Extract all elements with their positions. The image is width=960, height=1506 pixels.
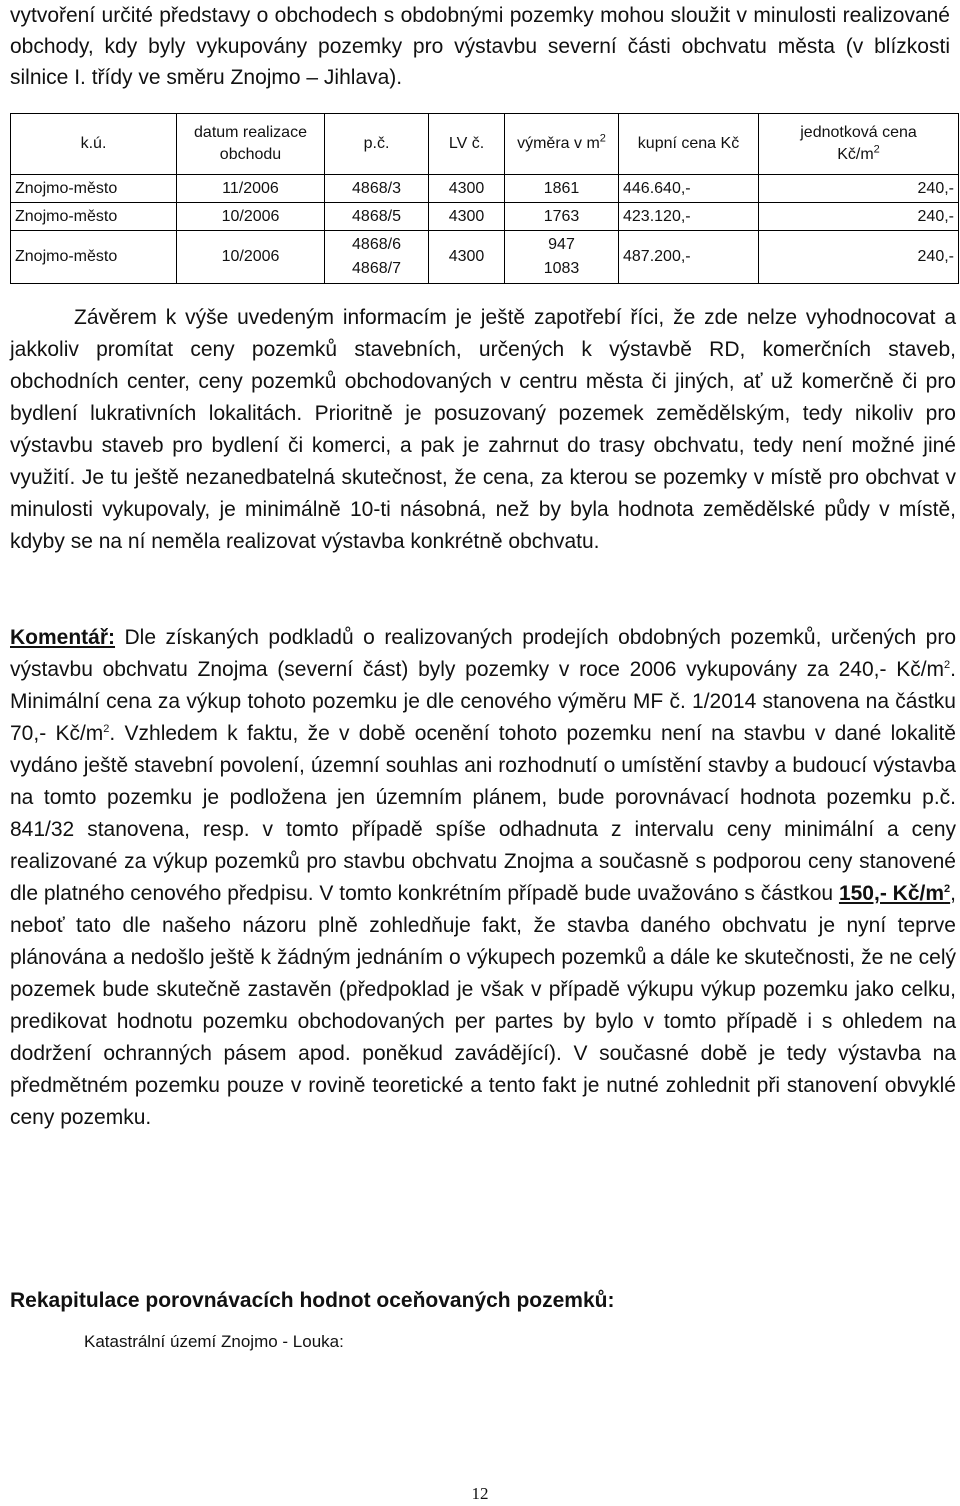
recap-subheading: Katastrální území Znojmo - Louka:: [84, 1332, 344, 1351]
conclusion-paragraph: Závěrem k výše uvedeným informacím je ještě zapotřebí říci, že zde nelze vyhodnocovat a jakkoliv promítat ceny pozemků stavebních, určených k výstavbě RD, komerčních staveb, obchodních center, ceny pozemků obchodovaných v centru města či jiných, ať už komerčně či pro bydlení lukrativních lokalitách. Prioritně je posuzovaný pozemek zemědělským, tedy nikoliv pro výstavbu staveb pro bydlení či komerci, a pak je zahrnut do trasy obchvatu, tedy není možné jiné využití. Je tu ještě nezanedbatelná skutečnost, že cena, za kterou se pozemky v místě pro obchvat v minulosti vykupovaly, je minimálně 10-ti násobná, než by byla hodnota zemědělské půdy v místě, kdyby se na ní neměla realizovat výstavba konkrétně obchvatu.: [10, 306, 956, 553]
cell-kupni: 487.200,-: [619, 231, 759, 284]
cell-jednotkova: 240,-: [759, 203, 959, 231]
table-row: [11, 203, 959, 231]
header-pc: p.č.: [325, 114, 429, 175]
cell-datum: 10/2006: [177, 231, 325, 284]
intro-paragraph: vytvoření určité představy o obchodech s obdobnými pozemky mohou sloužit v minulosti realizované obchody, kdy byly vykupovány pozemky pro výstavbu severní části obchvatu města (v blízkosti silnice I. třídy ve směru Znojmo – Jihlava).: [10, 4, 950, 89]
cell-ku: Znojmo-město: [11, 231, 177, 284]
cell-vymera: 1861: [505, 175, 619, 203]
cell-kupni: 423.120,-: [619, 203, 759, 231]
cell-datum: 10/2006: [177, 203, 325, 231]
table-row: [11, 175, 959, 203]
cell-datum: 11/2006: [177, 175, 325, 203]
header-jednotkova-cena: jednotková cena $Kč/m^2$: [759, 114, 959, 175]
table-row: [11, 231, 959, 284]
header-lv: LV č.: [429, 114, 505, 175]
cell-pc: 4868/6 4868/7: [325, 231, 429, 284]
cell-jednotkova: 240,-: [759, 231, 959, 284]
header-vymera: výměra v $m^2$: [505, 114, 619, 175]
header-datum: datum realizace obchodu: [177, 114, 325, 175]
comparable-deals-table: [10, 113, 959, 284]
cell-lv: 4300: [429, 231, 505, 284]
header-kupni-cena: kupní cena Kč: [619, 114, 759, 175]
table-header-row: [11, 114, 959, 175]
cell-kupni: 446.640,-: [619, 175, 759, 203]
cell-vymera: 947 1083: [505, 231, 619, 284]
cell-jednotkova: 240,-: [759, 175, 959, 203]
cell-ku: Znojmo-město: [11, 203, 177, 231]
cell-vymera: 1763: [505, 203, 619, 231]
page-number: 12: [471, 1484, 489, 1503]
highlighted-price: 150,- $Kč/m^2$: [838, 882, 951, 905]
comment-paragraph: Komentář: Dle získaných podkladů o realizovaných prodejích obdobných pozemků, určených pro výstavbu obchvatu Znojma (severní část) byly pozemky v roce 2006 vykupovány za 240,- $Kč/m^2$. Minimální cena za výkup tohoto pozemku je dle cenového výměru MF č. 1/2014 stanovena na částku 70,- $Kč/m^2$. Vzhledem k faktu, že v době ocenění tohoto pozemku není na stavbu v dané lokalitě vydáno ještě stavební povolení, územní souhlas ani rozhodnutí o umístění stavby a budoucí výstavba na tomto pozemku je podložena jen územním plánem, bude porovnávací hodnota pozemku p.č. 841/32 stanovena, resp. v tomto případě spíše odhadnuta z intervalu ceny minimální a ceny realizované za výkup pozemků pro stavbu obchvatu Znojma a současně s podporou ceny stanovené dle platného cenového předpisu. V tomto konkrétním případě bude uvažováno s částkou 150,- $Kč/m^2$, neboť tato dle našeho názoru plně zohledňuje fakt, že stavba daného obchvatu je nyní teprve plánována a nedošlo ještě k žádným jednáním o výkupech pozemků a dále ke skutečnosti, že ne celý pozemek bude skutečně zastavěn (předpoklad je však v případě výkupu výkup pozemku jako celku, predikovat hodnotu pozemku obchodovaných per partes by bylo v tomto případě i s ohledem na dodržení ochranných pásem apod. poněkud zavádějící). V současné době je tedy výstavba na předmětném pozemku pouze v rovině teoretické a tento fakt je nutné zohlednit při stanovení obvyklé ceny pozemku.: [10, 626, 956, 1129]
recap-heading: Rekapitulace porovnávacích hodnot oceňovaných pozemků:: [10, 1289, 615, 1312]
header-ku: k.ú.: [11, 114, 177, 175]
cell-pc: 4868/5: [325, 203, 429, 231]
cell-ku: Znojmo-město: [11, 175, 177, 203]
cell-pc: 4868/3: [325, 175, 429, 203]
comment-lead: Komentář:: [10, 626, 116, 649]
cell-lv: 4300: [429, 175, 505, 203]
cell-lv: 4300: [429, 203, 505, 231]
